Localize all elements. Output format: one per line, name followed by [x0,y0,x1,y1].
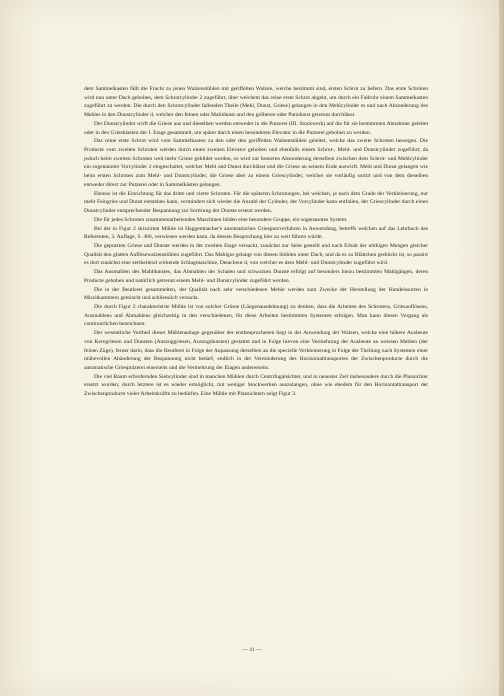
page-number: — 41 — [242,647,262,653]
paragraph-6: Bei der in Figur 2 skizzirten Mühle ist Haggenmacher's automatisches Griesputzverfahren in Anwendung, betreffs welchen auf das Lehrbuch des Referenten, 3. Auflage, S. 468, verwiesen werden kann, da dessen Besprechung hier zu weit führen würde. [84,225,428,241]
paragraph-2: Der Dunstcylinder wirft die Griese aus und dieselben werden entweder in die Putzerei (III. Stockwerk) auf die für sie bestimmten Abnahmer geleitet oder in den Griesblasten der I. Etage gesammelt, um später durch einen besonderen Elevator in die Putzerei gehoben zu werden. [84,120,428,136]
paragraph-11: Der wesentliche Vortheil dieser Mühlenanlage gegenüber der erstbesprochenen liegt in der Anwendung der Walzen, welche eine höhere Ausbeute von Kerngriesen und Dunsten (Auszuggriesen, Auszugdunsten) gestattet und in Folge hievon eine Vermehrung der Ausbeute an weissen Mehlen (der feinen Züge), ferner darin, dass die Beutlerei in Folge der Anpassung derselben an die specielle Verkleinerung in Folge der Theilung nach Systemen einer mühevollen Abänderung der Bespannung nicht bedarf, endlich in der Verminderung des Horizontaltransportes der Zwischenproducte durch die automatische Griesputzerei einerseits und die Vermehrung der Etagen andererseits. [84,330,429,371]
paragraph-10: Die durch Figur 2 charakterisirte Mühle ist von solcher Grösse (Längenausdehnung) zu denken, dass die Arbeiten des Schrotens, Griesauflösens, Ausmahlens und Abmahlens gleichzeitig in den verschiedenen, für diese Arbeiten bestimmten Systemen erfolgen. Man kann diesen Vorgang als continuirlichen bezeichnen. [84,303,428,328]
paragraph-5: Die für jedes Schroten zusammenarbeitenden Maschinen bilden eine besondere Gruppe, ein sogenanntes System. [94,216,348,223]
body-text [84,85,428,399]
paragraph-12: Die viel Raum erfordernden Siebcylinder sind in manchen Mühlen durch Centrifugalsichter, und in neuester Zeit insbesondere durch die Plansichter ersetzt worden; durch letztere ist es wieder ermöglicht, mit weniger Stockwerken auszulangen, ohne wie ehedem für den Horizontaltransport der Zwischenproducte vieler Arbeitskräfte zu bedürfen. Eine Mühle mit Plansichtern zeigt Figur 3. [84,373,428,398]
paragraph-4: Ebenso ist die Einrichtung für das dritte und vierte Schroten. Für die späteren Schrotungen, bei welchen, je nach dem Grade der Verkleinerung, nur mehr Feingries und Dunst entstehen kann, vermindert sich wieder die Anzahl der Cylinder, der Vorcylinder kann entfallen, der Griescylinder durch einen Dunstcylinder entsprechender Bespannung zur Sortirung der Dunste ersetzt werden. [84,190,428,215]
paragraph-1: dem Sammelkasten fällt die Frucht zu jenen Walzenstühlen mit geriffelten Walzen, welche bestimmt sind, ersten Schrot zu liefern. Das erste Schroten wird nun unter Dach gehoben, dem Schrotcylinder 2 zugeführt, über welchem das reine erste Schrot abgeht, um durch ein Fallrohr einem Sammelkasten zugeführt zu werden. Die durch den Schrotcylinder fallenden Theile (Mehl, Dunst, Griese) gelangen in den Mehlcylinder m und nach Absonderung des Mehles in den Dunstcylinder d, welcher den feinen oder Mahldunst und den gröberen oder Putzdunst getrennt durchlässt. [84,86,428,119]
paragraph-8: Das Ausmahlen des Mahldunstes, das Abmahlen der Schalen und schwarzen Dunste erfolgt auf besonders hiezu bestimmten Mahlgängen, deren Producte gehoben und natürlich getrennt einem Mehl- und Dunstcylinder zugeführt werden. [84,269,428,284]
paragraph-7: Die geputzten Griese und Dunste werden in der zweiten Etage versackt, zunächst zur Seite gestellt und nach Erhalt der nöthigen Mengen gleicher Qualität den glatten Auflösewalzenstühlen zugeführt. Das Mahlgut gelangt von diesen Stühlen unter Dach, und da es zu Blättchen gedrückt ist, so passirt es dort zunächst eine zertheilend wirkende Schlagmaschine, Detacheur d, von welcher es dem Mehl- und Dunstcylinder zugeführt wird. [84,242,428,267]
paragraph-9: Die in der Beutlerei gesammelten, der Qualität nach sehr verschiedenen Mehle werden zum Zwecke der Herstellung der Handelssorten in Mischkammern gemischt und schliesslich versackt. [84,286,428,302]
paragraph-3: Das reine erste Schrot wird vom Sammelkasten zu den oder den geriffelten Walzenstühlen geleitet, welche das zweite Schroten besorgen. Die Producte vom zweiten Schroten werden durch einen zweiten Elevator gehoben und ebenfalls einem Schrot-, Mehl- und Dunstcylinder zugeführt; da jedoch beim zweiten Schroten weit mehr Griese gebildet werden, so wird zur besseren Absonderung derselben zwischen dem Schrot- und Mehlcylinder ein sogenannter Vorcylinder 2 eingeschaltet, welcher Mehl und Dunst durchlässt und die Griese an seinem Ende auswirft. Mehl und Dunst gelangen wie beim ersten Schroten zum Mehl- und Dunstcylinder, die Griese aber zu einem Griescylinder, welcher sie vorläufig sortirt und von dem dieselben entweder direct zur Putzerei oder in Sammelkästen gelangen. [84,138,428,188]
book-edge [499,0,504,696]
